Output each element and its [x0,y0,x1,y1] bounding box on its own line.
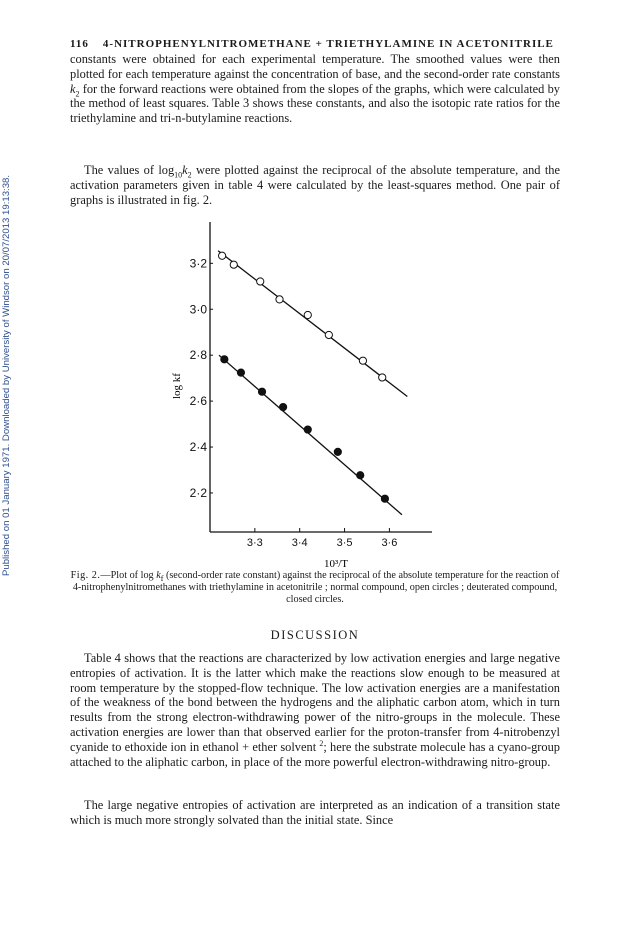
p1-k-subscript: 2 [75,89,80,99]
data-point-closed [357,472,364,479]
x-tick-label: 3·5 [336,537,353,549]
data-point-open [219,252,226,259]
x-tick-label: 3·6 [381,537,398,549]
paragraph-4 [70,798,560,828]
data-point-closed [304,426,311,433]
y-tick-label: 2·4 [189,440,207,455]
caption-k-symbol: k [156,570,161,581]
x-tick-label: 3·3 [246,537,263,549]
figure-caption [70,570,560,606]
data-point-open [257,278,264,285]
caption-text-b: (second-order rate constant) against the reciprocal of the absolute temperature for the reaction of 4-nitrophenylnitromethanes with triethylamine in acetonitrile ; normal compound, open circles ; deuterated compound, closed circles. [72,570,560,605]
p3-reference: 2 [319,738,324,748]
download-notice-text: Published on 01 January 1971. Downloaded by University of Windsor on 20/07/2013 19:13:38. [1,174,13,576]
p2-k-subscript: 2 [187,170,192,180]
data-point-closed [280,403,287,410]
data-point-closed [221,356,228,363]
fit-line-series-1 [218,251,407,397]
x-axis-label: 10³/T [323,558,349,570]
y-tick-label: 2·2 [189,485,207,500]
p2-k-symbol: k [182,163,188,177]
x-tick-label: 3·4 [291,537,308,549]
y-tick-label: 2·8 [189,348,207,363]
data-point-closed [237,369,244,376]
y-tick-label: 3·0 [189,302,207,317]
data-point-open [276,296,283,303]
y-tick-label: 3·2 [189,256,207,271]
p1-k-symbol: k [70,81,76,96]
p3-text-b: ; here the substrate molecule has a cyano-group attached to the aliphatic carbon, in place of the more powerful electron-withdrawing nitro-group. [70,739,560,769]
paragraph-3 [70,651,560,769]
data-point-open [359,357,366,364]
p2-text-a: The values of log [84,163,175,177]
data-point-closed [334,448,341,455]
y-axis-label: log kf [171,373,183,399]
data-point-open [230,261,237,268]
p1-text: constants were obtained for each experimental temperature. The smoothed values were then plotted for each temperature against the concentration of base, and the second-order rate constants [70,52,560,81]
p3-text-a: Table 4 shows that the reactions are characterized by low activation energies and large negative entropies of activation. It is the latter which make the reactions slow enough to be measured at room temperature by the stopped-flow technique. The low activation energies are a manifestation of the weakness of the bond between the hydrogens and the aliphatic carbon atom, which in turn results from the strong electron-withdrawing power of the nitro-groups in the molecule. These activation energies are lower than that observed earlier for the proton-transfer from 4-nitrobenzyl cyanide to ethoxide ion in ethanol + ether solvent [70,651,560,754]
caption-label: Fig. 2. [70,570,101,581]
data-point-closed [381,495,388,502]
data-point-open [379,374,386,381]
caption-k-subscript: f [160,574,164,584]
data-point-open [325,331,332,338]
page-number: 116 [70,38,89,50]
p2-log-subscript: 10 [174,170,183,180]
p1-text-rest: for the forward reactions were obtained from the slopes of the graphs, which were calculated by the method of least squares. Table 3 shows these constants, and also the isotopic rate ratios for the triethylamine and tri-n-butylamine reactions. [70,81,560,126]
p2-text-b: were plotted against the reciprocal of the absolute temperature, and the activation parameters given in table 4 were calculated by the least-squares method. One pair of graphs is illustrated in fig. 2. [70,163,560,207]
fit-line-series-2 [219,355,402,515]
data-point-closed [258,388,265,395]
discussion-heading: DISCUSSION [270,628,360,642]
caption-text-a: —Plot of log [100,570,154,581]
data-point-open [304,311,311,318]
y-tick-label: 2·6 [189,394,207,409]
p4-text: The large negative entropies of activation are interpreted as an indication of a transition state which is much more strongly solvated than the initial state. Since [70,798,560,827]
running-title: 4-NITROPHENYLNITROMETHANE + TRIETHYLAMINE IN ACETONITRILE [102,38,554,50]
